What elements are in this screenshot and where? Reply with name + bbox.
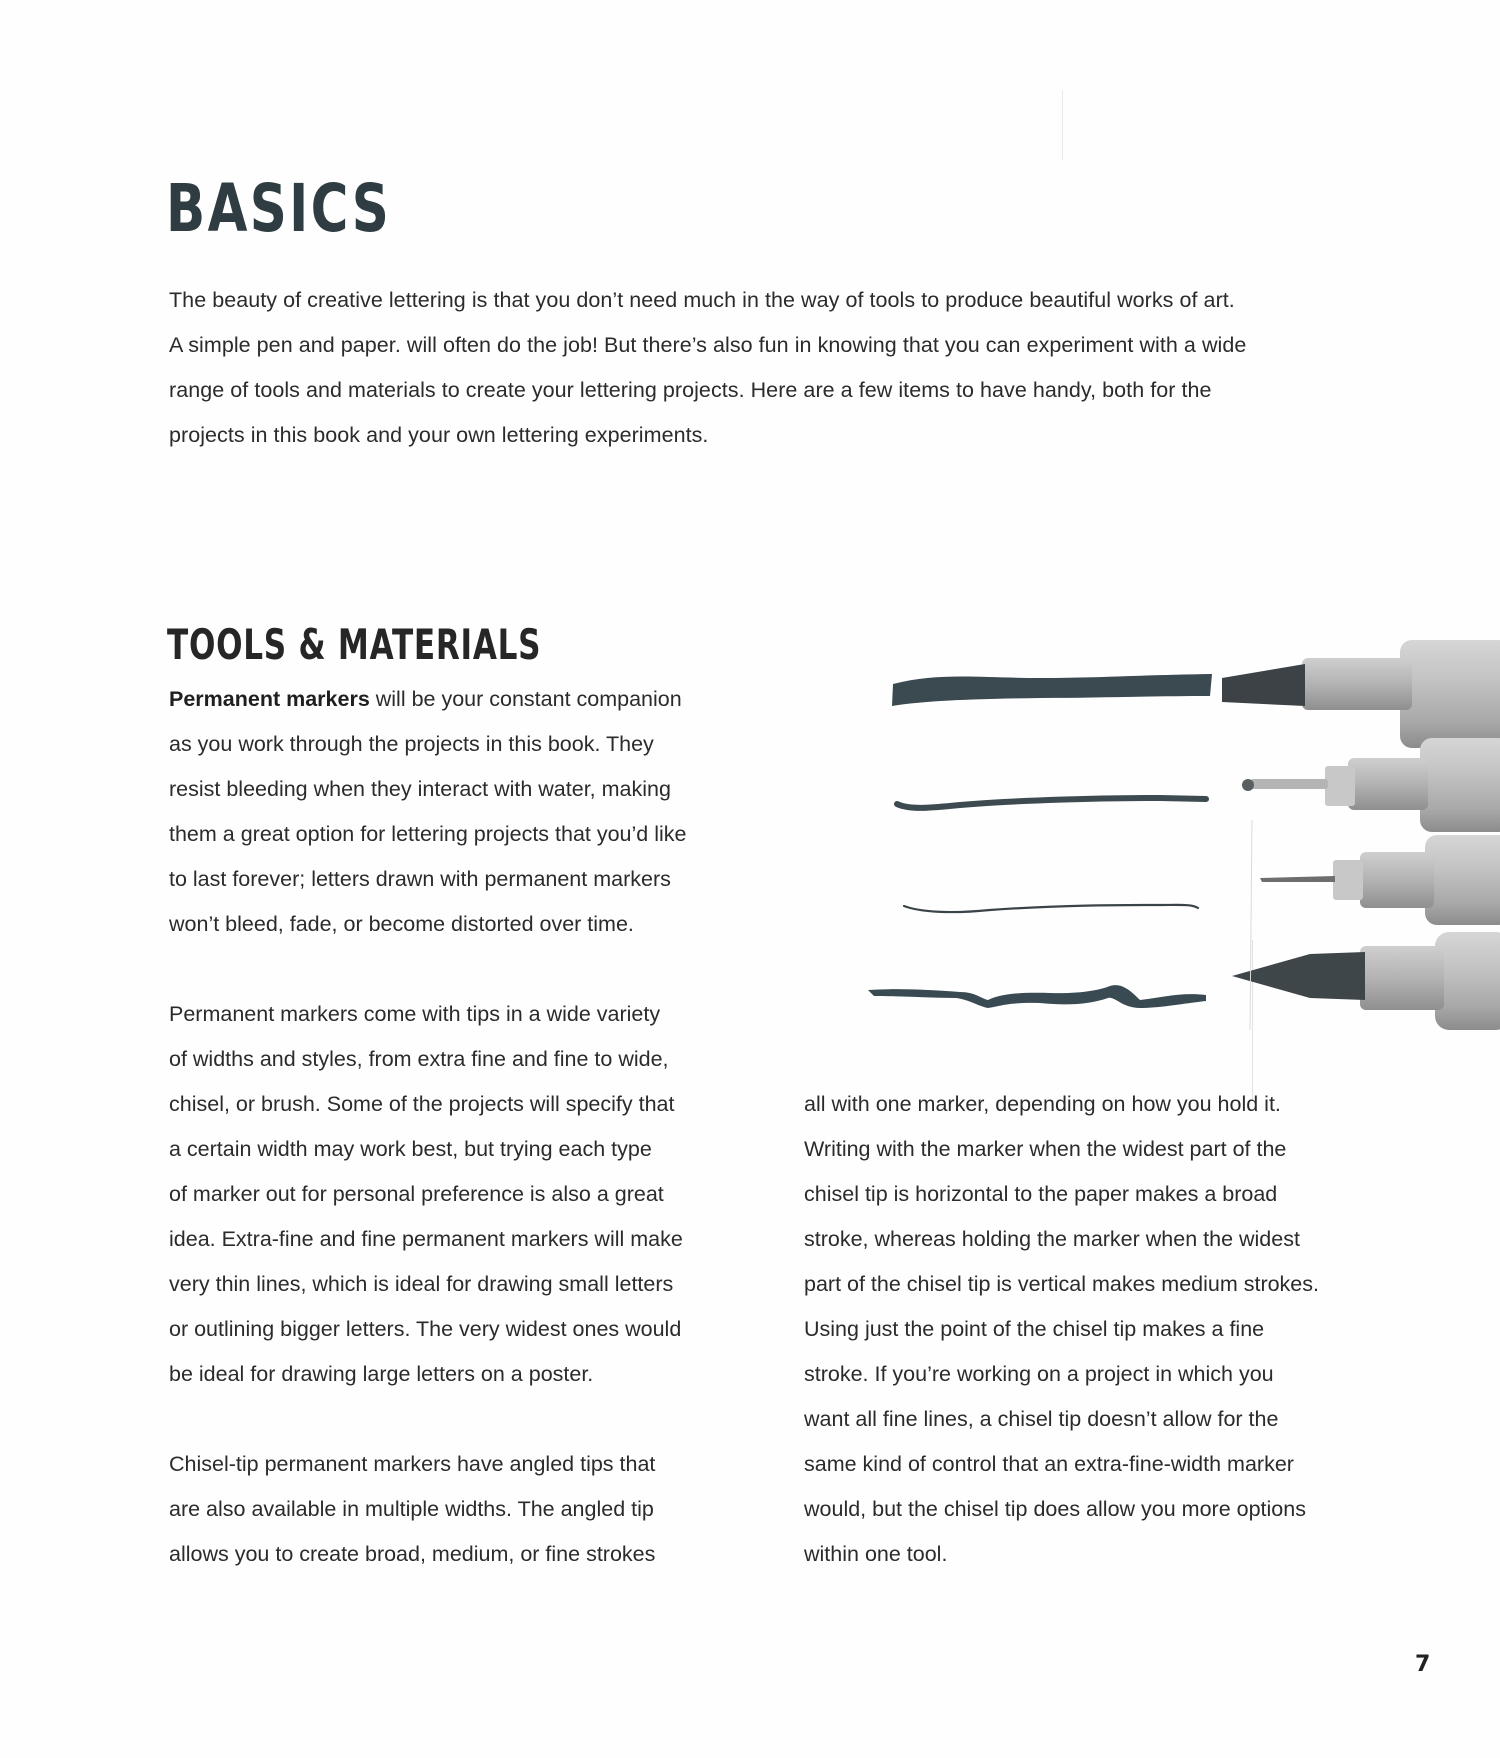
brush-tip-marker-icon (1232, 932, 1500, 1030)
fine-stroke-icon (904, 905, 1198, 912)
paragraph-line: won’t bleed, fade, or become distorted over time. (169, 912, 634, 936)
paragraph-line: want all fine lines, a chisel tip doesn’t allow for the (804, 1407, 1279, 1431)
paragraph-line: as you work through the projects in this book. They (169, 732, 654, 756)
paragraph-marker-tips (169, 992, 789, 1397)
paragraph-line: chisel tip is horizontal to the paper makes a broad (804, 1182, 1278, 1206)
bullet-tip-marker-icon (1242, 738, 1500, 832)
paragraph-line: of widths and styles, from extra fine and fine to wide, (169, 1047, 669, 1071)
paragraph-line: of marker out for personal preference is also a great (169, 1182, 664, 1206)
chisel-tip-marker-icon (1222, 640, 1500, 748)
paragraph-line: them a great option for lettering projects that you’d like (169, 822, 687, 846)
paragraph-line: idea. Extra-fine and fine permanent markers will make (169, 1227, 683, 1251)
fine-tip-marker-icon (1260, 835, 1500, 925)
page-number: 7 (1415, 1652, 1431, 1677)
paragraph-line: very thin lines, which is ideal for drawing small letters (169, 1272, 674, 1296)
paragraph-line: a certain width may work best, but trying each type (169, 1137, 652, 1161)
intro-line: range of tools and materials to create your lettering projects. Here are a few items to have handy, both for the (169, 378, 1212, 402)
intro-paragraph (169, 278, 1409, 458)
section-title-basics: BASICS (166, 170, 392, 247)
paragraph-permanent-markers (169, 677, 789, 947)
marker-illustration (860, 620, 1500, 1040)
paragraph-line: stroke, whereas holding the marker when the widest (804, 1227, 1300, 1251)
paragraph-line: are also available in multiple widths. The angled tip (169, 1497, 654, 1521)
intro-line: projects in this book and your own lettering experiments. (169, 423, 709, 447)
paragraph-chisel-tip-continued (804, 1082, 1424, 1577)
chisel-stroke-icon (892, 674, 1212, 706)
paragraph-line: part of the chisel tip is vertical makes medium strokes. (804, 1272, 1319, 1296)
paragraph-line: resist bleeding when they interact with water, making (169, 777, 671, 801)
bullet-stroke-icon (897, 798, 1206, 808)
paragraph-line: stroke. If you’re working on a project in which you (804, 1362, 1274, 1386)
paragraph-line: be ideal for drawing large letters on a poster. (169, 1362, 594, 1386)
section-title-tools-materials: TOOLS & MATERIALS (167, 620, 542, 669)
paragraph-line: or outlining bigger letters. The very widest ones would (169, 1317, 682, 1341)
paragraph-line: within one tool. (804, 1542, 948, 1566)
paragraph-line: Chisel-tip permanent markers have angled tips that (169, 1452, 656, 1476)
bold-term: Permanent markers (169, 687, 370, 711)
paragraph-line: to last forever; letters drawn with permanent markers (169, 867, 671, 891)
right-column (804, 1082, 1424, 1577)
paragraph-line: all with one marker, depending on how you hold it. (804, 1092, 1281, 1116)
intro-line: The beauty of creative lettering is that you don’t need much in the way of tools to produce beautiful works of art. (169, 288, 1235, 312)
paragraph-text: will be your constant companion (369, 687, 682, 711)
paragraph-line: would, but the chisel tip does allow you more options (804, 1497, 1306, 1521)
brush-stroke-icon (868, 985, 1206, 1008)
paragraph-line: Using just the point of the chisel tip makes a fine (804, 1317, 1265, 1341)
paragraph-line: chisel, or brush. Some of the projects will specify that (169, 1092, 675, 1116)
intro-line: A simple pen and paper. will often do the job! But there’s also fun in knowing that you can experiment with a wide (169, 333, 1247, 357)
paragraph-line: Permanent markers come with tips in a wide variety (169, 1002, 661, 1026)
paragraph-line (169, 677, 789, 722)
paragraph-chisel-tip (169, 1442, 789, 1577)
scan-artifact (1062, 90, 1063, 160)
paragraph-line: allows you to create broad, medium, or fine strokes (169, 1542, 656, 1566)
paragraph-line: Writing with the marker when the widest part of the (804, 1137, 1287, 1161)
left-column (169, 677, 789, 1622)
paragraph-line: same kind of control that an extra-fine-width marker (804, 1452, 1294, 1476)
